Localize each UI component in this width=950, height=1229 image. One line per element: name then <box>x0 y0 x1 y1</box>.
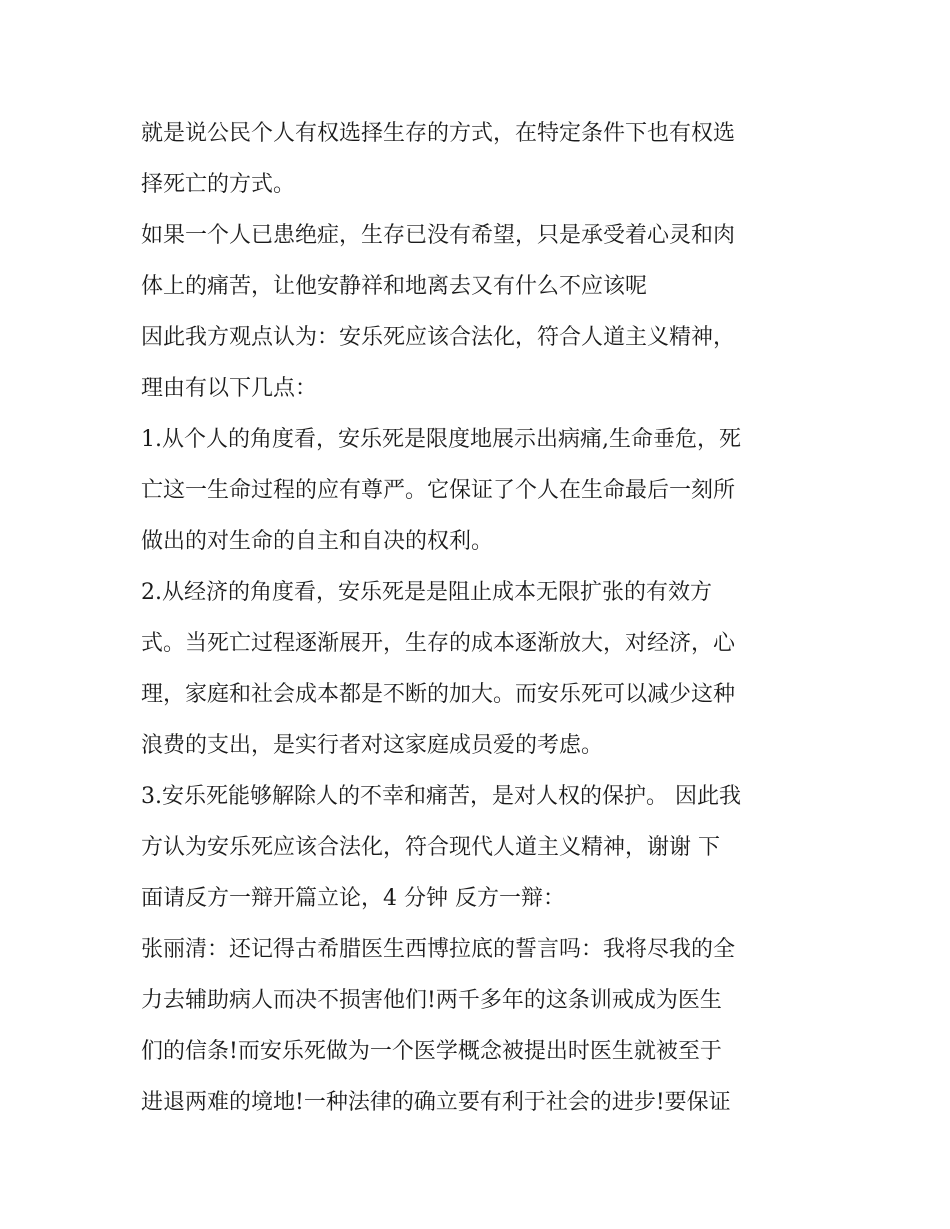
text-line: 方认为安乐死应该合法化，符合现代人道主义精神，谢谢 下 <box>141 835 720 860</box>
text-line: 2.从经济的角度看，安乐死是是阻止成本无限扩张的有效方 <box>141 580 712 605</box>
text-line: 张丽清：还记得古希腊医生西博拉底的誓言吗：我将尽我的全 <box>141 937 736 962</box>
text-line: 3.安乐死能够解除人的不幸和痛苦，是对人权的保护。 因此我 <box>141 784 741 809</box>
text-line: 浪费的支出，是实行者对这家庭成员爱的考虑。 <box>141 733 604 758</box>
text-line: 亡这一生命过程的应有尊严。它保证了个人在生命最后一刻所 <box>141 478 736 503</box>
text-line: 体上的痛苦，让他安静祥和地离去又有什么不应该呢 <box>141 274 648 299</box>
text-line: 做出的对生命的自主和自决的权利。 <box>141 529 494 554</box>
text-line: 进退两难的境地!一种法律的确立要有利于社会的进步!要保证 <box>141 1090 731 1115</box>
text-line: 式。当死亡过程逐渐展开，生存的成本逐渐放大，对经济，心 <box>141 631 736 656</box>
text-line: 就是说公民个人有权选择生存的方式，在特定条件下也有权选 <box>141 121 736 146</box>
text-line: 面请反方一辩开篇立论，4 分钟 反方一辩： <box>141 886 565 911</box>
text-line: 理由有以下几点： <box>141 376 318 401</box>
text-line: 1.从个人的角度看，安乐死是限度地展示出病痛,生命垂危，死 <box>141 427 741 452</box>
text-line: 们的信条!而安乐死做为一个医学概念被提出时医生就被至于 <box>141 1039 722 1064</box>
text-line: 理，家庭和社会成本都是不断的加大。而安乐死可以减少这种 <box>141 682 736 707</box>
text-line: 择死亡的方式。 <box>141 172 296 197</box>
text-line: 如果一个人已患绝症，生存已没有希望，只是承受着心灵和肉 <box>141 223 736 248</box>
document-body <box>141 108 821 1128</box>
text-line: 力去辅助病人而决不损害他们!两千多年的这条训戒成为医生 <box>141 988 722 1013</box>
text-line: 因此我方观点认为：安乐死应该合法化，符合人道主义精神， <box>141 325 736 350</box>
